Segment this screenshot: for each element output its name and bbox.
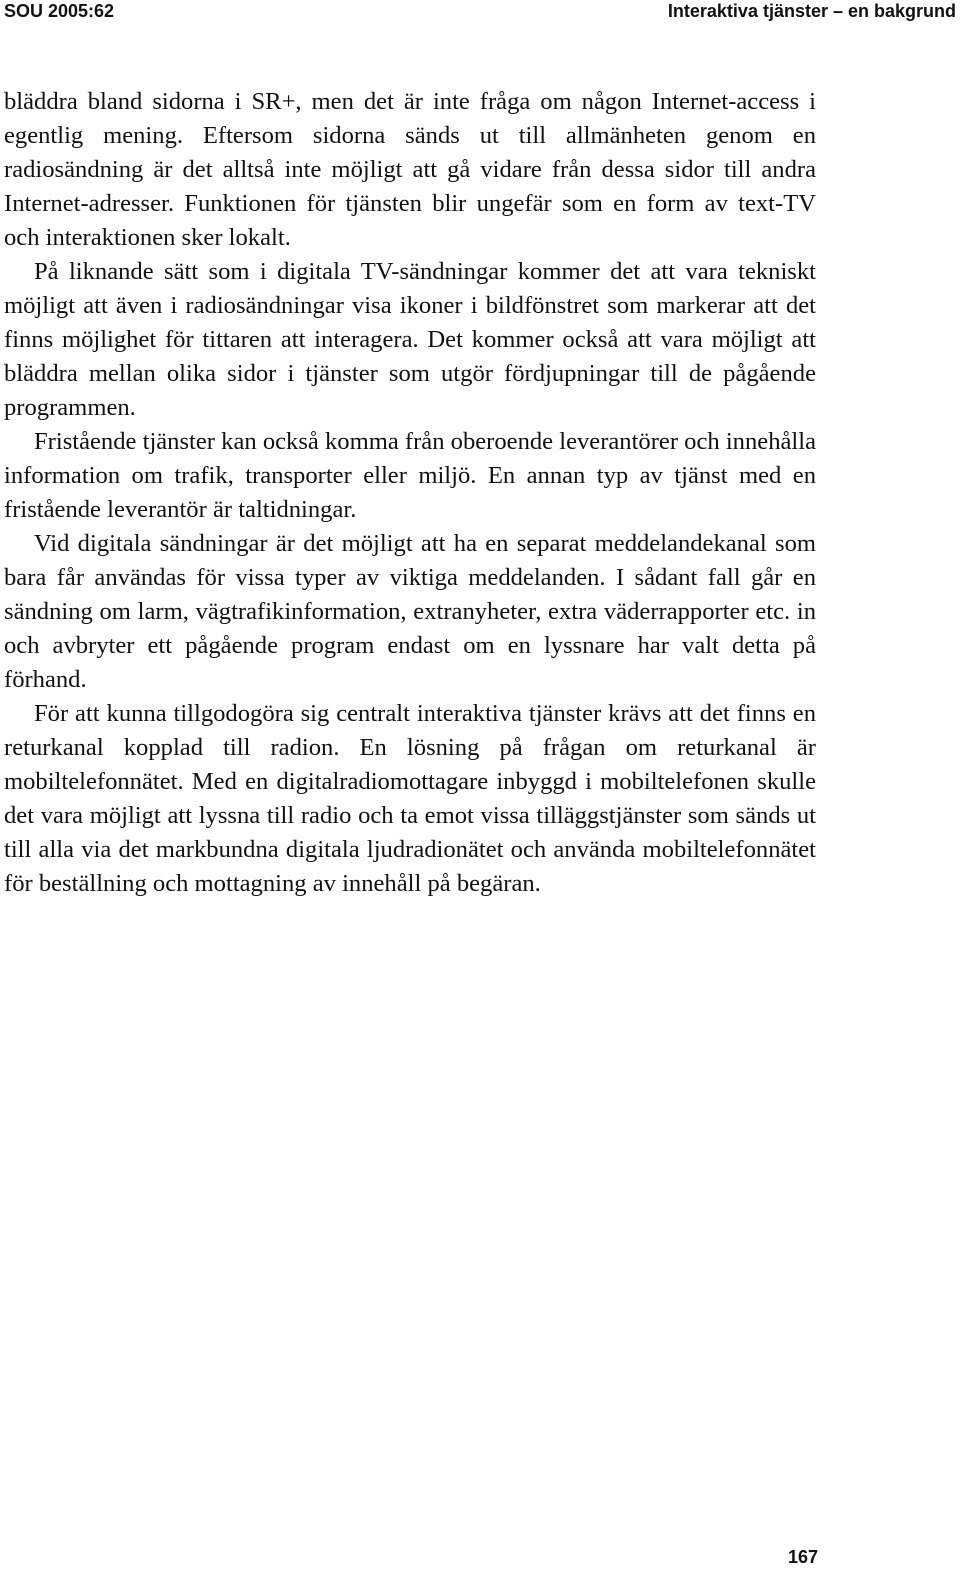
paragraph: Fristående tjänster kan också komma från oberoende leverantörer och innehålla information om trafik, transporter eller miljö. En annan typ av tjänst med en fristående leverantör är taltidningar. [4, 428, 816, 523]
paragraph: För att kunna tillgodogöra sig centralt interaktiva tjänster krävs att det finns en returkanal kopplad till radion. En lösning på frågan om returkanal är mobiltelefonnätet. Med en digitalradiomottagare inbyggd i mobiltelefonen skulle det vara möjligt att lyssna till radio och ta emot vissa tilläggstjänster som sänds ut till alla via det markbundna digitala ljudradionätet och använda mobiltelefonnätet för beställning och mottagning av innehåll på begäran. [4, 700, 816, 897]
paragraph: bläddra bland sidorna i SR+, men det är inte fråga om någon Internet-access i egentlig mening. Eftersom sidorna sänds ut till allmänheten genom en radiosändning är det alltså inte möjligt att gå vidare från dessa sidor till andra Internet-adresser. Funktionen för tjänsten blir ungefär som en form av text-TV och interaktionen sker lokalt. [4, 88, 816, 251]
paragraph: På liknande sätt som i digitala TV-sändningar kommer det att vara tekniskt möjligt att även i radiosändningar visa ikoner i bildfönstret som markerar att det finns möjlighet för tittaren att interagera. Det kommer också att vara möjligt att bläddra mellan olika sidor i tjänster som utgör fördjupningar till de pågående programmen. [4, 258, 816, 421]
body-text [4, 85, 816, 901]
running-header [0, 0, 960, 30]
page-number: 167 [787, 1547, 818, 1567]
chapter-title: Interaktiva tjänster – en bakgrund [667, 1, 956, 21]
paragraph: Vid digitala sändningar är det möjligt att ha en separat meddelandekanal som bara får användas för vissa typer av viktiga meddelanden. I sådant fall går en sändning om larm, vägtrafikinformation, extranyheter, extra väderrapporter etc. in och avbryter ett pågående program endast om en lyssnare har valt detta på förhand. [4, 530, 816, 693]
report-number: SOU 2005:62 [4, 1, 115, 21]
